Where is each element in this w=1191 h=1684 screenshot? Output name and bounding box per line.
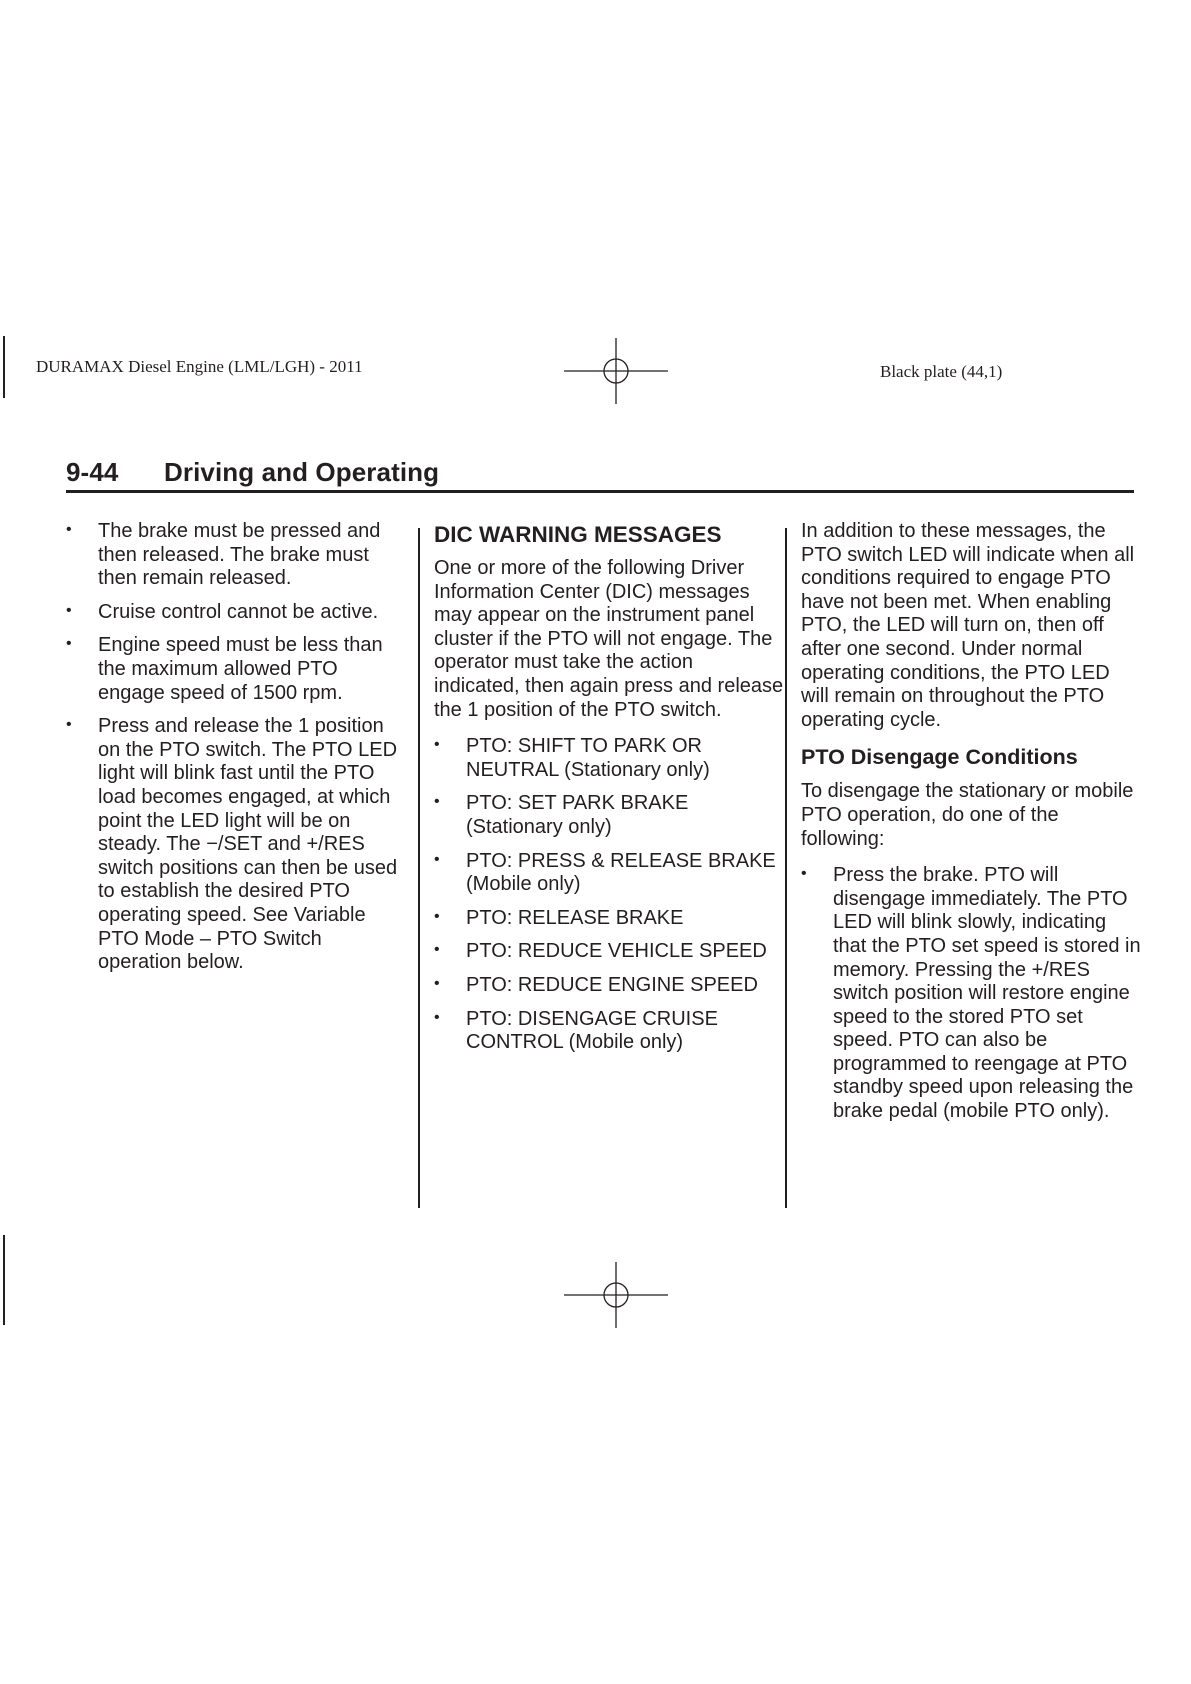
list-item: • PTO: SHIFT TO PARK OR NEUTRAL (Stationary only) [434, 735, 710, 781]
crop-mark-bottom-left [3, 1235, 5, 1325]
intro-paragraph: One or more of the following Driver Information Center (DIC) messages may appear on the instrument panel cluster if the PTO will not engage. The operator must take the action indicated, then again press and release the 1 position of the PTO switch. [434, 557, 784, 721]
list-item: • Engine speed must be less than the maximum allowed PTO engage speed of 1500 rpm. [66, 634, 383, 704]
disengage-intro: To disengage the stationary or mobile PTO operation, do one of the following: [801, 780, 1134, 850]
bullet-icon: • [434, 736, 440, 754]
plate-title: DURAMAX Diesel Engine (LML/LGH) - 2011 [36, 357, 363, 376]
list-item: • Cruise control cannot be active. [66, 600, 379, 623]
bullet-icon: • [66, 716, 72, 734]
list-item: • PTO: REDUCE VEHICLE SPEED [434, 940, 767, 963]
column-3 [801, 520, 1143, 1134]
led-paragraph: In addition to these messages, the PTO switch LED will indicate when all conditions required to engage PTO have not been met. When enabling PTO, the LED will turn on, then off after one second. Under normal operating conditions, the PTO LED will remain on throughout the PTO operating cycle. [801, 520, 1135, 731]
list-item: • PTO: RELEASE BRAKE [434, 906, 684, 929]
condition-list [66, 520, 406, 975]
column-2 [434, 520, 784, 1065]
column-divider-1 [418, 528, 420, 1208]
list-item: • PTO: SET PARK BRAKE (Stationary only) [434, 792, 689, 838]
dic-message-list [434, 735, 784, 1055]
disengage-list [801, 864, 1143, 1124]
subsection-heading: PTO Disengage Conditions [801, 745, 1078, 770]
header-rule [66, 490, 1134, 493]
registration-mark-top [564, 338, 668, 404]
bullet-icon: • [434, 907, 440, 925]
bullet-icon: • [434, 793, 440, 811]
bullet-icon: • [66, 635, 72, 653]
list-item: • PTO: REDUCE ENGINE SPEED [434, 973, 758, 996]
bullet-icon: • [434, 1008, 440, 1026]
section-heading: DIC WARNING MESSAGES [434, 522, 722, 547]
bullet-icon: • [66, 521, 72, 538]
bullet-icon: • [801, 865, 807, 883]
bullet-icon: • [434, 850, 440, 868]
bullet-icon: • [66, 601, 72, 619]
plate-label: Black plate (44,1) [880, 362, 1003, 381]
registration-mark-bottom [564, 1262, 668, 1328]
list-item: • Press the brake. PTO will disengage immediately. The PTO LED will blink slowly, indicating that the PTO set speed is stored in memory. Pressing the +/RES switch position will restore engine speed to the stored PTO set speed. PTO can also be programmed to reengage at PTO standby speed upon releasing the brake pedal (mobile PTO only). [801, 864, 1141, 1123]
crop-mark-top-left [3, 336, 5, 398]
list-item: • Press and release the 1 position on the PTO switch. The PTO LED light will blink fast until the PTO load becomes engaged, at which point the LED light will be on steady. The −/SET and +/RES switch positions can then be used to establish the desired PTO operating speed. See Variable PTO Mode – PTO Switch operation below. [66, 715, 398, 974]
list-item: • PTO: PRESS & RELEASE BRAKE (Mobile only) [434, 849, 776, 896]
section-title: Driving and Operating [164, 457, 440, 487]
column-1 [66, 520, 406, 985]
list-item: • PTO: DISENGAGE CRUISE CONTROL (Mobile only) [434, 1007, 718, 1054]
list-item: • The brake must be pressed and then released. The brake must then remain released. [66, 520, 381, 590]
bullet-icon: • [434, 941, 440, 959]
bullet-icon: • [434, 974, 440, 992]
page-number: 9-44 [66, 457, 119, 487]
column-divider-2 [785, 528, 787, 1208]
page-header [66, 457, 439, 488]
